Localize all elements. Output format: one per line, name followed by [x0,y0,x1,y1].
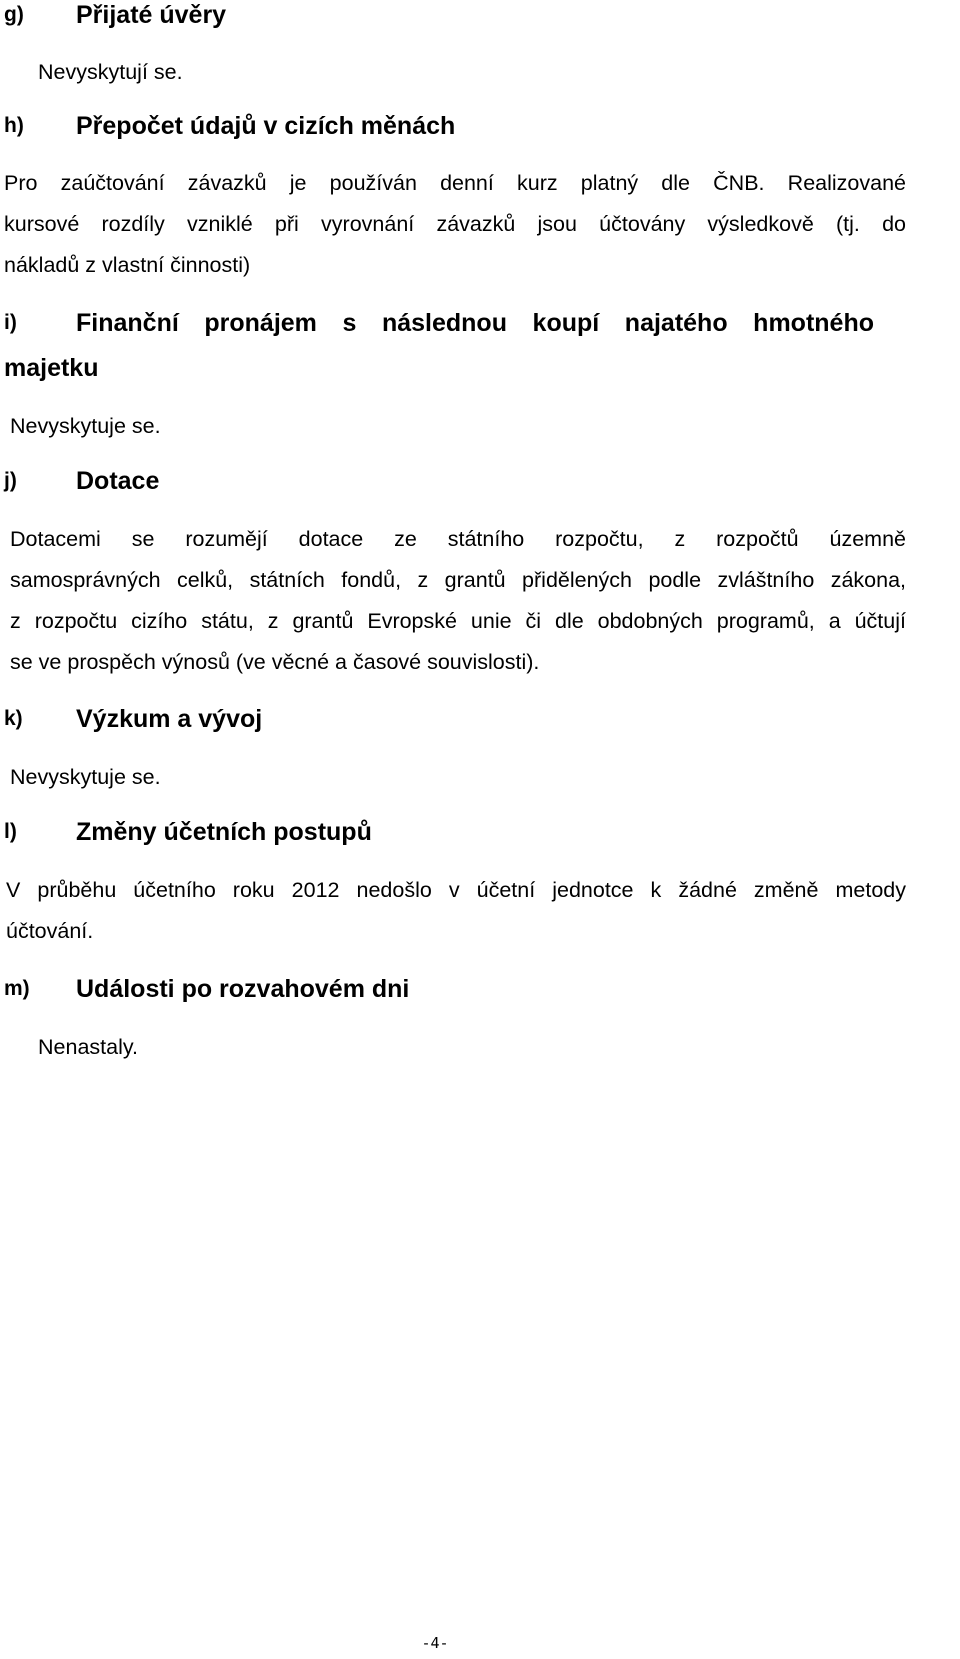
section-i-body: Nevyskytuje se. [10,414,161,438]
section-l-letter: l) [4,820,17,843]
section-l-title: Změny účetních postupů [76,818,372,846]
section-j-line-3: z rozpočtu cizího státu, z grantů Evropské unie či dle obdobných programů, a účtují [10,609,906,633]
section-l-line-2: účtování. [6,919,94,943]
section-m-title: Události po rozvahovém dni [76,975,410,1003]
section-g-heading [4,0,904,30]
section-i-heading [4,308,874,338]
section-g-body: Nevyskytují se. [38,60,183,84]
section-h-heading [4,111,904,141]
section-m-letter: m) [4,977,30,1000]
section-j-line-2: samosprávných celků, státních fondů, z grantů přidělených podle zvláštního zákona, [10,568,906,592]
section-l-line-1: V průběhu účetního roku 2012 nedošlo v účetní jednotce k žádné změně metody [6,878,906,902]
section-h-title: Přepočet údajů v cizích měnách [76,112,456,140]
section-g-letter: g) [4,3,24,26]
section-k-letter: k) [4,707,23,730]
section-l-heading [4,817,904,847]
section-h-line-1: Pro zaúčtování závazků je používán denní kurz platný dle ČNB. Realizované [4,171,906,195]
section-h-letter: h) [4,114,24,137]
section-h-line-3: nákladů z vlastní činnosti) [4,253,251,277]
section-j-body [10,519,906,683]
section-h-line-2: kursové rozdíly vzniklé při vyrovnání závazků jsou účtovány výsledkově (tj. do [4,212,906,236]
section-k-body: Nevyskytuje se. [10,765,161,789]
section-h-body [4,163,906,286]
section-j-letter: j) [4,469,17,492]
section-k-heading [4,704,904,734]
section-i-title-line-1: Finanční pronájem s následnou koupí najatého hmotného [76,309,874,337]
section-m-heading [4,974,904,1004]
section-g-title: Přijaté úvěry [76,1,227,29]
section-j-line-1: Dotacemi se rozumějí dotace ze státního rozpočtu, z rozpočtů územně [10,527,906,551]
section-l-body [6,870,906,952]
page-number: -4- [421,1634,449,1652]
section-i-title-line-2: majetku [4,354,99,382]
section-m-body: Nenastaly. [38,1035,138,1059]
section-i-title-continuation [4,353,98,383]
section-j-line-4: se ve prospěch výnosů (ve věcné a časové souvislosti). [10,650,540,674]
section-k-title: Výzkum a vývoj [76,705,263,733]
section-j-heading [4,466,904,496]
section-i-letter: i) [4,311,17,334]
section-j-title: Dotace [76,467,160,495]
